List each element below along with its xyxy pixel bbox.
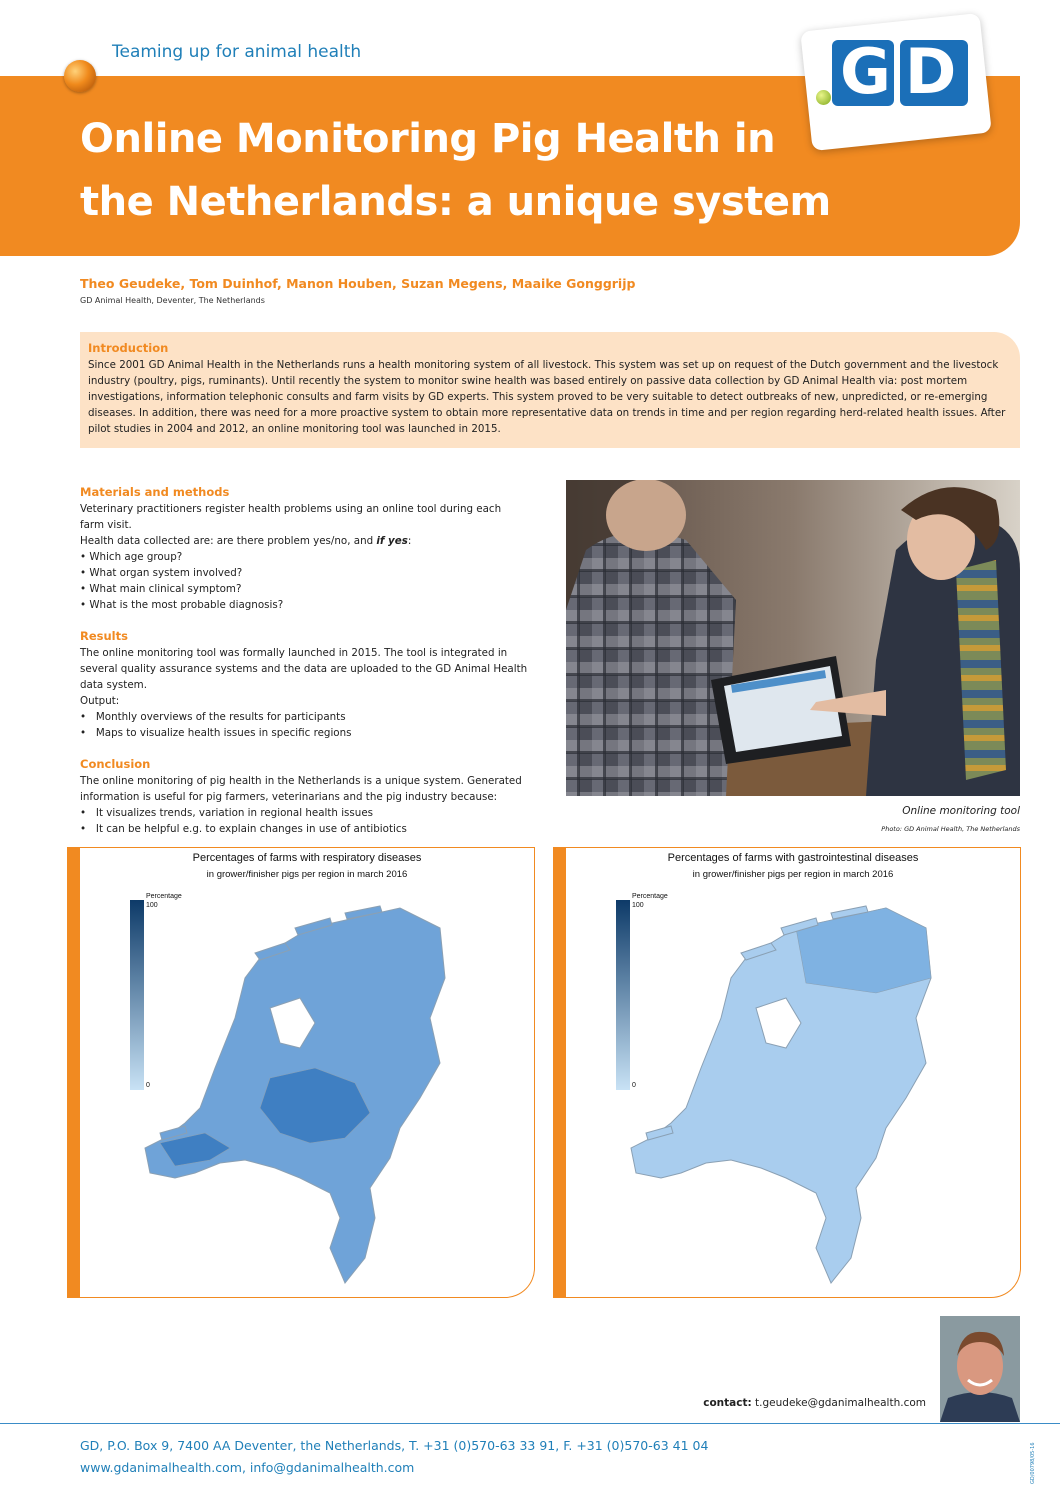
contact-portrait xyxy=(940,1316,1020,1422)
results-heading: Results xyxy=(80,629,128,643)
photo-credit: Photo: GD Animal Health, The Netherlands xyxy=(881,825,1020,833)
methods-line xyxy=(80,533,501,549)
results-bullet: • Maps to visualize health issues in specific regions xyxy=(80,725,527,741)
map-panel-respiratory xyxy=(67,847,535,1298)
conclusion-bullet: • It can be helpful e.g. to explain changes in use of antibiotics xyxy=(80,821,522,837)
introduction-heading: Introduction xyxy=(88,341,169,355)
map-title: Percentages of farms with gastrointestinal diseases xyxy=(667,852,919,864)
affiliation: GD Animal Health, Deventer, The Netherlands xyxy=(80,296,265,305)
methods-bullet: • What organ system involved? xyxy=(80,565,501,581)
legend-title: Percentage xyxy=(146,893,182,900)
contact-email[interactable]: t.geudeke@gdanimalhealth.com xyxy=(755,1397,926,1409)
methods-line-colon: : xyxy=(407,535,412,547)
introduction-text: Since 2001 GD Animal Health in the Netherlands runs a health monitoring system of all livestock. This system was set up on request of the Dutch government and the livestock industry (poultry, pigs, ruminants). Until recently the system to monitor swine health was based entirely on passive data collection by GD Animal Health via: post mortem investigations, information telephonic consults and farm visits by GD experts. This system proved to be very suitable to detect outbreaks of new, unpredicted, or re-emerging diseases. In addition, there was need for a more proactive system to obtain more representative data on trends in time and per region regarding herd-related health issues. After pilot studies in 2004 and 2012, an online monitoring tool was launched in 2015. xyxy=(88,359,1006,435)
tagline: Teaming up for animal health xyxy=(112,42,362,62)
title-line-1: Online Monitoring Pig Health in xyxy=(80,116,776,162)
map-panel-gastrointestinal xyxy=(553,847,1021,1298)
results-line: data system. xyxy=(80,679,147,691)
photo-illustration xyxy=(566,480,1020,796)
map-title: Percentages of farms with respiratory diseases xyxy=(192,852,422,864)
methods-line-text: Health data collected are: are there problem yes/no, and xyxy=(80,535,377,547)
legend-min-label: 0 xyxy=(632,1082,636,1089)
authors: Theo Geudeke, Tom Duinhof, Manon Houben, Suzan Megens, Maaike Gonggrijp xyxy=(80,276,636,291)
photo-caption: Online monitoring tool xyxy=(902,805,1020,817)
footer-web[interactable]: www.gdanimalhealth.com, info@gdanimalhealth.com xyxy=(80,1460,415,1475)
methods-bullet: • Which age group? xyxy=(80,549,501,565)
netherlands-map xyxy=(626,898,956,1288)
results-line: several quality assurance systems and the data are uploaded to the GD Animal Health xyxy=(80,663,528,675)
results-line: Output: xyxy=(80,695,120,707)
contact-line xyxy=(600,1397,926,1409)
conclusion-heading: Conclusion xyxy=(80,757,151,771)
methods-line: Veterinary practitioners register health problems using an online tool during each xyxy=(80,503,502,515)
legend-max-label: 100 xyxy=(146,902,158,909)
conclusion-bullet: • It visualizes trends, variation in regional health issues xyxy=(80,805,522,821)
results-bullet: • Monthly overviews of the results for participants xyxy=(80,709,527,725)
orange-orb-icon xyxy=(64,60,96,92)
gd-logo-dot-icon xyxy=(816,90,831,105)
legend-title: Percentage xyxy=(632,893,668,900)
legend-min-label: 0 xyxy=(146,1082,150,1089)
photo-man-shirt xyxy=(566,532,736,796)
title-line-2: the Netherlands: a unique system xyxy=(80,179,831,225)
methods-line: farm visit. xyxy=(80,519,132,531)
photo-online-monitoring xyxy=(566,480,1020,796)
methods-bullet: • What main clinical symptom? xyxy=(80,581,501,597)
contact-label: contact: xyxy=(703,1397,752,1409)
netherlands-map xyxy=(140,898,470,1288)
methods-emphasis: if yes xyxy=(376,535,408,547)
results-line: The online monitoring tool was formally launched in 2015. The tool is integrated in xyxy=(80,647,508,659)
photo-man-head xyxy=(606,480,686,551)
conclusion-line: information is useful for pig farmers, veterinarians and the pig industry because: xyxy=(80,791,498,803)
legend-max-label: 100 xyxy=(632,902,644,909)
document-code: GD/00798/05-16 xyxy=(1030,1442,1036,1484)
map-subtitle: in grower/finisher pigs per region in march 2016 xyxy=(692,869,894,880)
conclusion-line: The online monitoring of pig health in the Netherlands is a unique system. Generated xyxy=(80,775,522,787)
methods-body xyxy=(80,501,501,613)
methods-heading: Materials and methods xyxy=(80,485,230,499)
gd-logo-text: GD xyxy=(840,35,971,108)
methods-bullet: • What is the most probable diagnosis? xyxy=(80,597,501,613)
portrait-illustration xyxy=(940,1316,1020,1422)
results-body xyxy=(80,645,527,741)
footer-address: GD, P.O. Box 9, 7400 AA Deventer, the Netherlands, T. +31 (0)570-63 33 91, F. +31 (0)570-63 41 04 xyxy=(80,1438,709,1453)
map-subtitle: in grower/finisher pigs per region in march 2016 xyxy=(206,869,408,880)
conclusion-body xyxy=(80,773,522,837)
footer-divider xyxy=(0,1423,1060,1424)
